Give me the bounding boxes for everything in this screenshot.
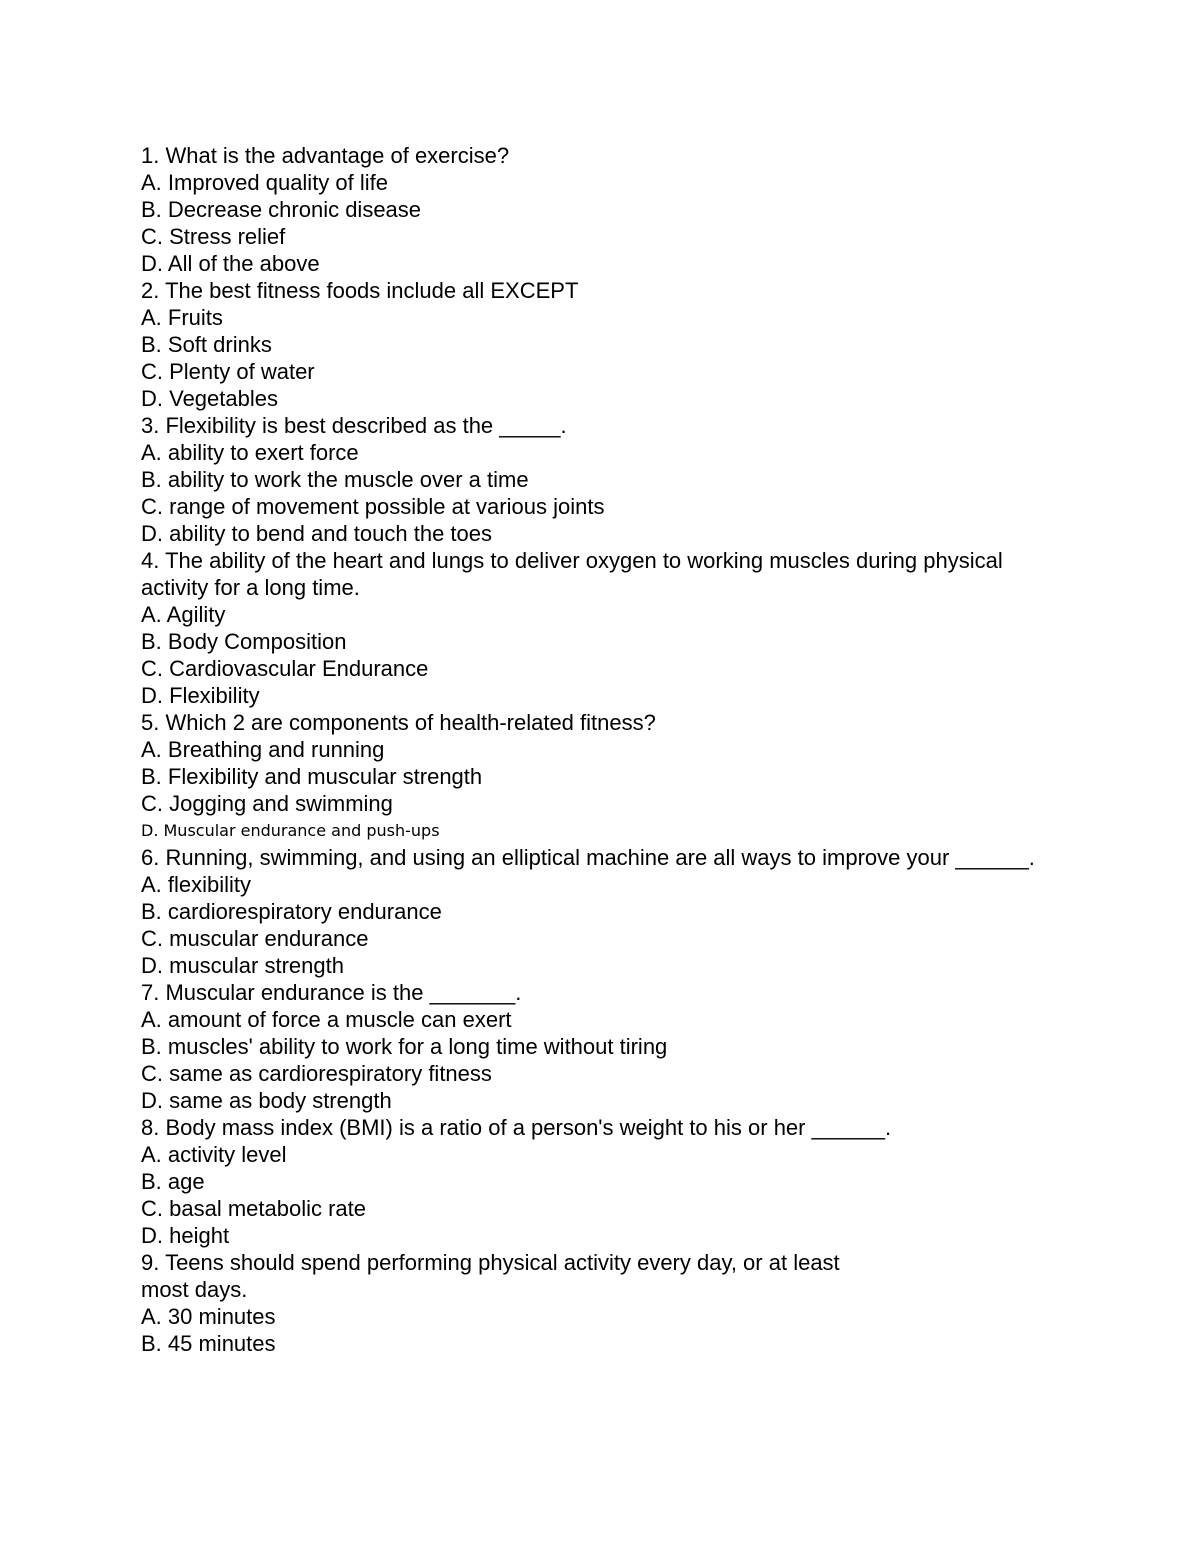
question-7-option-d: D. same as body strength bbox=[141, 1088, 392, 1113]
question-block-1 bbox=[141, 142, 1041, 277]
question-7-option-c: C. same as cardiorespiratory fitness bbox=[141, 1061, 492, 1086]
question-block-5 bbox=[141, 709, 1041, 844]
question-1-option-d: D. All of the above bbox=[141, 251, 320, 276]
question-5-option-c: C. Jogging and swimming bbox=[141, 791, 393, 816]
question-9-option-a: A. 30 minutes bbox=[141, 1304, 276, 1329]
question-6-option-c: C. muscular endurance bbox=[141, 926, 369, 951]
question-9-text: 9. Teens should spend performing physical activity every day, or at least most days. bbox=[141, 1250, 840, 1302]
question-7-option-b: B. muscles' ability to work for a long time without tiring bbox=[141, 1034, 668, 1059]
question-4-option-d: D. Flexibility bbox=[141, 683, 260, 708]
question-3-option-b: B. ability to work the muscle over a time bbox=[141, 467, 529, 492]
question-2-option-b: B. Soft drinks bbox=[141, 332, 272, 357]
question-block-9 bbox=[141, 1249, 1041, 1357]
question-block-8 bbox=[141, 1114, 1041, 1249]
question-6-text: 6. Running, swimming, and using an elliptical machine are all ways to improve your ______. bbox=[141, 845, 1035, 870]
question-5-option-d: D. Muscular endurance and push-ups bbox=[141, 821, 440, 840]
question-2-option-c: C. Plenty of water bbox=[141, 359, 315, 384]
quiz-content bbox=[141, 142, 1041, 1357]
question-1-text: 1. What is the advantage of exercise? bbox=[141, 143, 510, 168]
question-5-option-b: B. Flexibility and muscular strength bbox=[141, 764, 483, 789]
question-4-option-a: A. Agility bbox=[141, 602, 226, 627]
question-3-option-d: D. ability to bend and touch the toes bbox=[141, 521, 493, 546]
question-2-option-a: A. Fruits bbox=[141, 305, 223, 330]
question-6-option-b: B. cardiorespiratory endurance bbox=[141, 899, 442, 924]
question-3-option-c: C. range of movement possible at various joints bbox=[141, 494, 605, 519]
question-block-2 bbox=[141, 277, 1041, 412]
question-8-option-c: C. basal metabolic rate bbox=[141, 1196, 366, 1221]
question-block-3 bbox=[141, 412, 1041, 547]
question-9-option-b: B. 45 minutes bbox=[141, 1331, 276, 1356]
question-1-option-b: B. Decrease chronic disease bbox=[141, 197, 422, 222]
question-2-option-d: D. Vegetables bbox=[141, 386, 278, 411]
question-block-7 bbox=[141, 979, 1041, 1114]
question-5-text: 5. Which 2 are components of health-related fitness? bbox=[141, 710, 656, 735]
question-7-text: 7. Muscular endurance is the _______. bbox=[141, 980, 522, 1005]
question-4-option-c: C. Cardiovascular Endurance bbox=[141, 656, 429, 681]
question-3-text: 3. Flexibility is best described as the _____. bbox=[141, 413, 567, 438]
question-7-option-a: A. amount of force a muscle can exert bbox=[141, 1007, 512, 1032]
question-1-option-a: A. Improved quality of life bbox=[141, 170, 389, 195]
question-2-text: 2. The best fitness foods include all EXCEPT bbox=[141, 278, 579, 303]
question-6-option-d: D. muscular strength bbox=[141, 953, 344, 978]
question-8-option-d: D. height bbox=[141, 1223, 230, 1248]
question-5-option-a: A. Breathing and running bbox=[141, 737, 385, 762]
question-8-option-a: A. activity level bbox=[141, 1142, 287, 1167]
question-block-6 bbox=[141, 844, 1041, 979]
question-8-text: 8. Body mass index (BMI) is a ratio of a person's weight to his or her ______. bbox=[141, 1115, 892, 1140]
question-4-option-b: B. Body Composition bbox=[141, 629, 347, 654]
question-4-text: 4. The ability of the heart and lungs to deliver oxygen to working muscles during physical activity for a long time. bbox=[141, 548, 1009, 600]
question-6-option-a: A. flexibility bbox=[141, 872, 252, 897]
question-3-option-a: A. ability to exert force bbox=[141, 440, 359, 465]
question-8-option-b: B. age bbox=[141, 1169, 205, 1194]
question-1-option-c: C. Stress relief bbox=[141, 224, 286, 249]
question-block-4 bbox=[141, 547, 1041, 709]
